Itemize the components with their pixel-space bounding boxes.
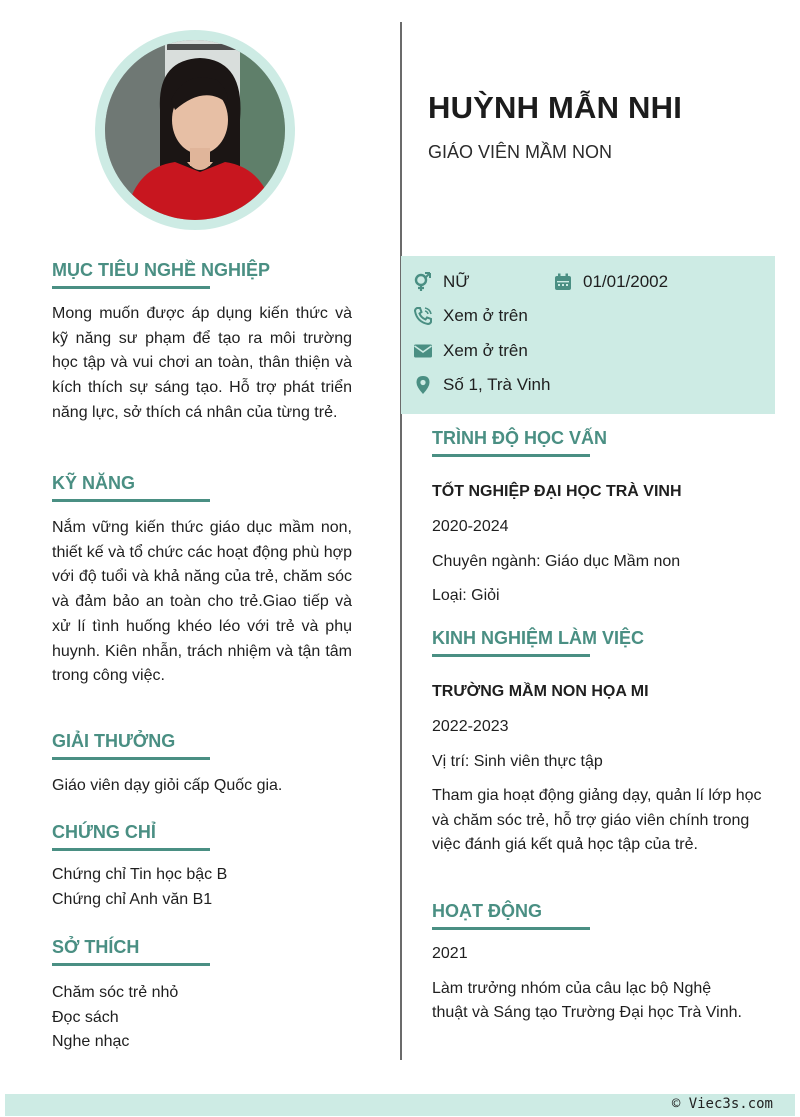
hobby-item: Nghe nhạc <box>52 1033 130 1050</box>
experience-position: Vị trí: Sinh viên thực tập <box>432 752 603 770</box>
activities-description: Làm trưởng nhóm của câu lạc bộ Nghệ thuật và Sáng tạo Trường Đại học Trà Vinh. <box>432 979 742 1021</box>
contact-address <box>413 375 550 395</box>
objective-title: MỤC TIÊU NGHỀ NGHIỆP <box>52 260 271 280</box>
contact-panel <box>401 256 775 414</box>
awards-text: Giáo viên dạy giỏi cấp Quốc gia. <box>52 777 283 794</box>
experience-years: 2022-2023 <box>432 718 509 735</box>
certificates-section <box>52 820 352 912</box>
contact-gender <box>413 272 470 292</box>
experience-underline <box>432 654 590 657</box>
education-school: TỐT NGHIỆP ĐẠI HỌC TRÀ VINH <box>432 483 682 500</box>
hobbies-title: SỞ THÍCH <box>52 937 140 957</box>
location-icon <box>413 375 433 395</box>
avatar-photo <box>105 40 285 220</box>
education-underline <box>432 454 590 457</box>
certificate-item: Chứng chỉ Tin học bậc B <box>52 866 228 883</box>
education-title: TRÌNH ĐỘ HỌC VẤN <box>432 428 607 448</box>
awards-title: GIẢI THƯỞNG <box>52 731 176 751</box>
hobby-item: Đọc sách <box>52 1008 119 1026</box>
phone-icon <box>413 306 433 326</box>
job-title: GIÁO VIÊN MẦM NON <box>428 142 613 162</box>
education-years: 2020-2024 <box>432 518 509 535</box>
activities-year: 2021 <box>432 945 468 962</box>
gender-value: NỮ <box>443 272 470 291</box>
education-grade: Loại: Giỏi <box>432 587 500 604</box>
hobby-item: Chăm sóc trẻ nhỏ <box>52 984 179 1001</box>
email-value: Xem ở trên <box>443 341 528 360</box>
footer-watermark[interactable]: © Viec3s.com <box>671 1096 773 1112</box>
address-value: Số 1, Trà Vinh <box>443 375 551 394</box>
phone-value: Xem ở trên <box>443 306 528 325</box>
dob-value: 01/01/2002 <box>583 272 669 291</box>
education-major: Chuyên ngành: Giáo dục Mầm non <box>432 552 681 570</box>
column-divider <box>400 22 402 1060</box>
contact-dob <box>553 272 668 292</box>
objective-text: Mong muốn được áp dụng kiến thức và kỹ năng sư phạm để tạo ra môi trường học tập và vui chơi an toàn, thân thiện và kích thích sự sáng tạo. Hỗ trợ phát triển năng lực, sở thích cá nhân của từng trẻ. <box>52 305 352 421</box>
certificates-underline <box>52 848 210 851</box>
activities-title: HOẠT ĐỘNG <box>432 901 542 921</box>
objective-section <box>52 258 352 426</box>
email-icon <box>413 341 433 361</box>
activities-section <box>432 899 772 1026</box>
footer-bar <box>5 1094 795 1116</box>
hobbies-underline <box>52 963 210 966</box>
experience-title: KINH NGHIỆM LÀM VIỆC <box>432 628 645 648</box>
skills-underline <box>52 499 210 502</box>
avatar <box>105 40 285 220</box>
hobbies-section <box>52 935 352 1055</box>
calendar-icon <box>553 272 573 292</box>
experience-company: TRƯỜNG MẦM NON HỌA MI <box>432 683 649 700</box>
experience-section <box>432 626 772 858</box>
objective-underline <box>52 286 210 289</box>
education-section <box>432 426 772 609</box>
contact-email <box>413 341 528 361</box>
gender-icon <box>413 272 433 292</box>
certificate-item: Chứng chỉ Anh văn B1 <box>52 890 213 908</box>
skills-section <box>52 471 352 689</box>
certificates-title: CHỨNG CHỈ <box>52 822 156 842</box>
awards-section <box>52 729 352 799</box>
candidate-name: HUỲNH MẪN NHI <box>428 90 683 125</box>
activities-underline <box>432 927 590 930</box>
skills-title: KỸ NĂNG <box>52 473 136 493</box>
contact-phone <box>413 306 528 326</box>
avatar-frame <box>95 30 295 230</box>
awards-underline <box>52 757 210 760</box>
skills-text: Nắm vững kiến thức giáo dục mầm non, thiết kế và tổ chức các hoạt động phù hợp với độ tuổi và khả năng của trẻ, chăm sóc và đảm bảo an toàn cho trẻ.Giao tiếp và xử lí tình huống khéo léo với trẻ và phụ huynh. Kiên nhẫn, trách nhiệm và tận tâm trong công việc. <box>52 519 352 685</box>
experience-description: Tham gia hoạt động giảng dạy, quản lí lớp học và chăm sóc trẻ, hỗ trợ giáo viên chính trong việc đánh giá kết quả học tập của trẻ. <box>432 787 762 853</box>
